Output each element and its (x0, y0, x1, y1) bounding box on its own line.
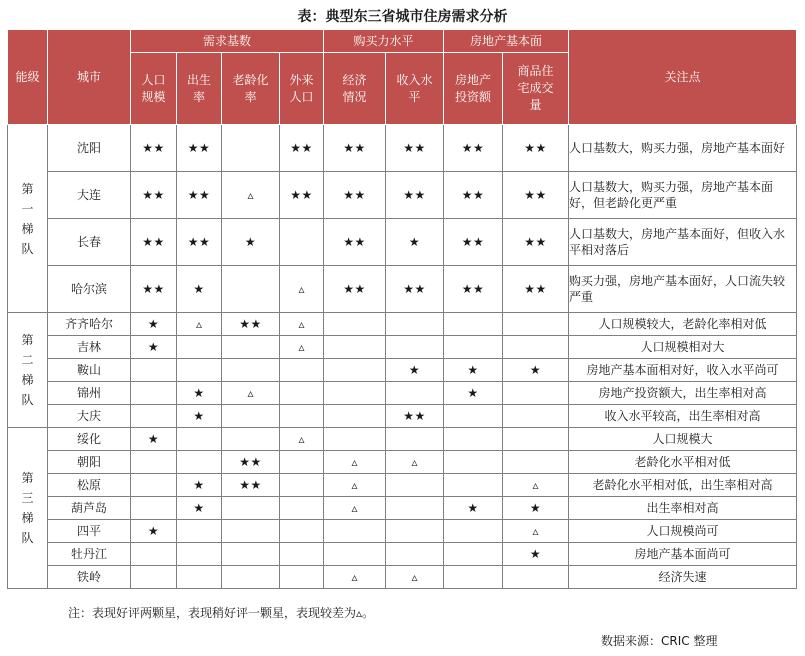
rating-population-size (131, 359, 177, 382)
rating-birth-rate: ★★ (177, 125, 222, 172)
rating-real-estate-investment: ★ (444, 382, 503, 405)
tier-label: 第三梯队 (8, 428, 48, 589)
header-group-real-estate: 房地产基本面 (444, 30, 569, 53)
table-row (8, 497, 797, 520)
rating-real-estate-investment: ★★ (444, 172, 503, 219)
rating-aging-rate (222, 359, 280, 382)
city-name: 锦州 (48, 382, 131, 405)
rating-economy: ▵ (324, 474, 386, 497)
focus-note: 人口基数大，购买力强，房地产基本面好，但老龄化更严重 (569, 172, 797, 219)
rating-migrant-population: ▵ (280, 313, 324, 336)
header-group-purchasing-power: 购买力水平 (324, 30, 444, 53)
rating-income-level: ▵ (386, 451, 444, 474)
city-name: 大连 (48, 172, 131, 219)
header-focus: 关注点 (569, 30, 797, 125)
rating-birth-rate (177, 543, 222, 566)
rating-population-size (131, 405, 177, 428)
rating-housing-transactions (503, 428, 569, 451)
rating-income-level: ★★ (386, 172, 444, 219)
focus-note: 收入水平较高，出生率相对高 (569, 405, 797, 428)
city-name: 哈尔滨 (48, 266, 131, 313)
rating-economy (324, 428, 386, 451)
rating-migrant-population (280, 451, 324, 474)
rating-housing-transactions: ★★ (503, 125, 569, 172)
rating-population-size (131, 382, 177, 405)
city-name: 四平 (48, 520, 131, 543)
rating-economy (324, 359, 386, 382)
rating-migrant-population (280, 566, 324, 589)
rating-real-estate-investment: ★ (444, 359, 503, 382)
table-row (8, 382, 797, 405)
table-row (8, 172, 797, 219)
rating-aging-rate: ▵ (222, 172, 280, 219)
rating-economy (324, 520, 386, 543)
rating-economy (324, 382, 386, 405)
table-row (8, 266, 797, 313)
rating-birth-rate (177, 336, 222, 359)
rating-migrant-population (280, 405, 324, 428)
rating-housing-transactions (503, 313, 569, 336)
focus-note: 房地产基本面尚可 (569, 543, 797, 566)
header-income-level: 收入水平 (386, 53, 444, 125)
rating-migrant-population: ▵ (280, 336, 324, 359)
rating-aging-rate: ★★ (222, 474, 280, 497)
table-body (8, 125, 797, 589)
rating-birth-rate (177, 520, 222, 543)
rating-aging-rate: ▵ (222, 382, 280, 405)
data-source: 数据来源：CRIC 整理 (601, 634, 718, 648)
rating-population-size: ★ (131, 336, 177, 359)
focus-note: 出生率相对高 (569, 497, 797, 520)
header-migrant-population: 外来人口 (280, 53, 324, 125)
rating-birth-rate: ★★ (177, 172, 222, 219)
rating-economy (324, 336, 386, 359)
rating-migrant-population: ▵ (280, 266, 324, 313)
rating-income-level (386, 382, 444, 405)
table-row (8, 405, 797, 428)
city-name: 铁岭 (48, 566, 131, 589)
rating-real-estate-investment (444, 451, 503, 474)
rating-migrant-population: ▵ (280, 428, 324, 451)
rating-migrant-population (280, 543, 324, 566)
city-name: 牡丹江 (48, 543, 131, 566)
rating-real-estate-investment (444, 520, 503, 543)
focus-note: 房地产基本面相对好，收入水平尚可 (569, 359, 797, 382)
rating-real-estate-investment (444, 428, 503, 451)
rating-migrant-population (280, 474, 324, 497)
rating-aging-rate (222, 566, 280, 589)
rating-real-estate-investment (444, 474, 503, 497)
rating-economy: ★★ (324, 219, 386, 266)
header-birth-rate: 出生率 (177, 53, 222, 125)
table-row (8, 474, 797, 497)
header-tier: 能级 (8, 30, 48, 125)
rating-migrant-population: ★★ (280, 172, 324, 219)
rating-population-size (131, 566, 177, 589)
rating-real-estate-investment: ★★ (444, 125, 503, 172)
rating-income-level: ★ (386, 359, 444, 382)
rating-population-size: ★★ (131, 266, 177, 313)
rating-economy (324, 543, 386, 566)
rating-population-size (131, 497, 177, 520)
rating-housing-transactions (503, 405, 569, 428)
table-row (8, 313, 797, 336)
table-row (8, 520, 797, 543)
rating-birth-rate: ★ (177, 497, 222, 520)
rating-real-estate-investment (444, 313, 503, 336)
rating-aging-rate (222, 405, 280, 428)
rating-income-level (386, 336, 444, 359)
focus-note: 房地产投资额大，出生率相对高 (569, 382, 797, 405)
rating-birth-rate: ★★ (177, 219, 222, 266)
rating-migrant-population (280, 359, 324, 382)
city-name: 朝阳 (48, 451, 131, 474)
table-row (8, 451, 797, 474)
rating-income-level: ★ (386, 219, 444, 266)
rating-migrant-population: ★★ (280, 125, 324, 172)
rating-income-level (386, 313, 444, 336)
table-row (8, 359, 797, 382)
header-real-estate-investment: 房地产投资额 (444, 53, 503, 125)
tier-label: 第一梯队 (8, 125, 48, 313)
rating-aging-rate (222, 428, 280, 451)
focus-note: 购买力强，房地产基本面好，人口流失较严重 (569, 266, 797, 313)
rating-income-level: ▵ (386, 566, 444, 589)
table-row (8, 125, 797, 172)
rating-real-estate-investment: ★★ (444, 266, 503, 313)
city-name: 齐齐哈尔 (48, 313, 131, 336)
rating-population-size (131, 451, 177, 474)
table-row (8, 428, 797, 451)
city-name: 长春 (48, 219, 131, 266)
rating-aging-rate (222, 497, 280, 520)
city-name: 沈阳 (48, 125, 131, 172)
rating-economy: ★★ (324, 172, 386, 219)
rating-population-size: ★★ (131, 172, 177, 219)
city-name: 大庆 (48, 405, 131, 428)
rating-migrant-population (280, 520, 324, 543)
focus-note: 人口规模较大，老龄化率相对低 (569, 313, 797, 336)
rating-income-level: ★★ (386, 125, 444, 172)
rating-aging-rate: ★ (222, 219, 280, 266)
header-city: 城市 (48, 30, 131, 125)
rating-migrant-population (280, 382, 324, 405)
header-housing-transactions: 商品住宅成交量 (503, 53, 569, 125)
rating-birth-rate (177, 428, 222, 451)
rating-real-estate-investment: ★★ (444, 219, 503, 266)
rating-housing-transactions: ★★ (503, 219, 569, 266)
rating-economy: ▵ (324, 497, 386, 520)
rating-aging-rate (222, 266, 280, 313)
header-economy: 经济情况 (324, 53, 386, 125)
rating-housing-transactions: ★★ (503, 172, 569, 219)
rating-income-level (386, 474, 444, 497)
rating-real-estate-investment (444, 336, 503, 359)
rating-birth-rate: ★ (177, 266, 222, 313)
rating-birth-rate (177, 566, 222, 589)
focus-note: 老龄化水平相对低，出生率相对高 (569, 474, 797, 497)
rating-aging-rate: ★★ (222, 451, 280, 474)
tier-label: 第二梯队 (8, 313, 48, 428)
rating-economy: ★★ (324, 266, 386, 313)
rating-income-level (386, 428, 444, 451)
rating-population-size: ★ (131, 428, 177, 451)
rating-aging-rate (222, 125, 280, 172)
rating-income-level (386, 543, 444, 566)
city-name: 绥化 (48, 428, 131, 451)
rating-income-level (386, 497, 444, 520)
header-population-size: 人口规模 (131, 53, 177, 125)
rating-economy: ▵ (324, 451, 386, 474)
focus-note: 老龄化水平相对低 (569, 451, 797, 474)
rating-note: 注：表现好评两颗星，表现稍好评一颗星，表现较差为▵。 (68, 606, 375, 620)
rating-birth-rate: ★ (177, 382, 222, 405)
rating-real-estate-investment (444, 543, 503, 566)
rating-housing-transactions: ★★ (503, 266, 569, 313)
rating-economy: ★★ (324, 125, 386, 172)
rating-aging-rate (222, 520, 280, 543)
rating-aging-rate: ★★ (222, 313, 280, 336)
rating-real-estate-investment (444, 566, 503, 589)
rating-birth-rate (177, 359, 222, 382)
rating-real-estate-investment: ★ (444, 497, 503, 520)
focus-note: 人口基数大，房地产基本面好，但收入水平相对落后 (569, 219, 797, 266)
rating-real-estate-investment (444, 405, 503, 428)
table-title: 表：典型东三省城市住房需求分析 (297, 9, 508, 25)
rating-birth-rate (177, 451, 222, 474)
rating-population-size (131, 543, 177, 566)
focus-note: 人口规模尚可 (569, 520, 797, 543)
city-name: 鞍山 (48, 359, 131, 382)
rating-aging-rate (222, 336, 280, 359)
rating-migrant-population (280, 497, 324, 520)
rating-birth-rate: ★ (177, 405, 222, 428)
header-group-demand-base: 需求基数 (131, 30, 324, 53)
city-name: 吉林 (48, 336, 131, 359)
rating-population-size (131, 474, 177, 497)
focus-note: 经济失速 (569, 566, 797, 589)
rating-population-size: ★★ (131, 125, 177, 172)
rating-population-size: ★★ (131, 219, 177, 266)
housing-demand-table (7, 29, 797, 589)
focus-note: 人口规模相对大 (569, 336, 797, 359)
rating-population-size: ★ (131, 520, 177, 543)
rating-housing-transactions (503, 566, 569, 589)
city-name: 松原 (48, 474, 131, 497)
rating-housing-transactions (503, 382, 569, 405)
city-name: 葫芦岛 (48, 497, 131, 520)
rating-housing-transactions: ★ (503, 497, 569, 520)
rating-housing-transactions: ▵ (503, 520, 569, 543)
table-row (8, 543, 797, 566)
rating-housing-transactions: ★ (503, 543, 569, 566)
rating-economy (324, 405, 386, 428)
rating-economy: ▵ (324, 566, 386, 589)
focus-note: 人口规模大 (569, 428, 797, 451)
rating-population-size: ★ (131, 313, 177, 336)
table-row (8, 336, 797, 359)
table-row (8, 219, 797, 266)
rating-housing-transactions (503, 451, 569, 474)
header-aging-rate: 老龄化率 (222, 53, 280, 125)
rating-housing-transactions (503, 336, 569, 359)
rating-income-level: ★★ (386, 405, 444, 428)
table-row (8, 566, 797, 589)
rating-housing-transactions: ▵ (503, 474, 569, 497)
rating-income-level (386, 520, 444, 543)
rating-income-level: ★★ (386, 266, 444, 313)
rating-migrant-population (280, 219, 324, 266)
focus-note: 人口基数大，购买力强，房地产基本面好 (569, 125, 797, 172)
rating-birth-rate: ▵ (177, 313, 222, 336)
rating-birth-rate: ★ (177, 474, 222, 497)
rating-economy (324, 313, 386, 336)
rating-aging-rate (222, 543, 280, 566)
rating-housing-transactions: ★ (503, 359, 569, 382)
